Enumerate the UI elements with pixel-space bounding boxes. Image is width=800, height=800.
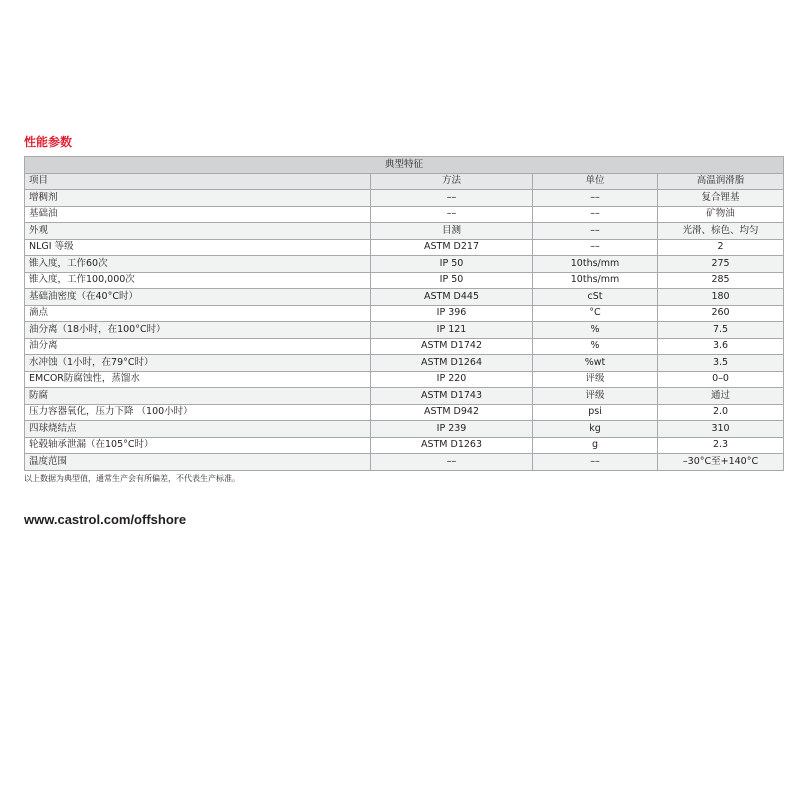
cell-value: 275 — [658, 256, 784, 273]
table-row — [25, 371, 784, 388]
cell-item: 锥入度，工作60次 — [25, 256, 371, 273]
table-row — [25, 322, 784, 339]
cell-item: NLGI 等级 — [25, 239, 371, 256]
cell-item: 水冲蚀（1小时，在79°C时） — [25, 355, 371, 372]
cell-item: 锥入度，工作100,000次 — [25, 272, 371, 289]
cell-item: 滴点 — [25, 305, 371, 322]
cell-value: 2 — [658, 239, 784, 256]
cell-unit: –– — [533, 223, 658, 240]
table-row — [25, 454, 784, 471]
table-row — [25, 404, 784, 421]
cell-unit: °C — [533, 305, 658, 322]
cell-method: ASTM D1743 — [371, 388, 533, 405]
cell-item: EMCOR防腐蚀性，蒸馏水 — [25, 371, 371, 388]
cell-value: 3.5 — [658, 355, 784, 372]
cell-unit: %wt — [533, 355, 658, 372]
cell-unit: –– — [533, 239, 658, 256]
cell-item: 压力容器氧化，压力下降 （100小时） — [25, 404, 371, 421]
cell-method: –– — [371, 206, 533, 223]
column-header-value: 高温润滑脂 — [658, 173, 784, 190]
table-row — [25, 289, 784, 306]
cell-method: IP 239 — [371, 421, 533, 438]
cell-method: ASTM D217 — [371, 239, 533, 256]
cell-item: 防腐 — [25, 388, 371, 405]
table-row — [25, 190, 784, 207]
cell-unit: –– — [533, 206, 658, 223]
cell-method: 目测 — [371, 223, 533, 240]
cell-unit: 10ths/mm — [533, 272, 658, 289]
cell-unit: g — [533, 437, 658, 454]
cell-unit: cSt — [533, 289, 658, 306]
column-header-unit: 单位 — [533, 173, 658, 190]
table-row — [25, 256, 784, 273]
table-row — [25, 239, 784, 256]
cell-value: 2.0 — [658, 404, 784, 421]
cell-item: 温度范围 — [25, 454, 371, 471]
cell-method: ASTM D1742 — [371, 338, 533, 355]
cell-value: 复合锂基 — [658, 190, 784, 207]
table-group-header: 典型特征 — [25, 157, 784, 174]
cell-method: ASTM D1263 — [371, 437, 533, 454]
cell-unit: kg — [533, 421, 658, 438]
cell-unit: psi — [533, 404, 658, 421]
cell-method: –– — [371, 454, 533, 471]
cell-value: 矿物油 — [658, 206, 784, 223]
cell-item: 四球烧结点 — [25, 421, 371, 438]
table-group-header-row — [25, 157, 784, 174]
cell-value: 光滑、棕色、均匀 — [658, 223, 784, 240]
table-row — [25, 355, 784, 372]
table-row — [25, 305, 784, 322]
cell-unit: % — [533, 322, 658, 339]
cell-value: 285 — [658, 272, 784, 289]
cell-item: 轮毂轴承泄漏（在105°C时） — [25, 437, 371, 454]
cell-item: 增稠剂 — [25, 190, 371, 207]
spec-table — [24, 156, 784, 471]
cell-value: 180 — [658, 289, 784, 306]
column-header-method: 方法 — [371, 173, 533, 190]
cell-method: IP 121 — [371, 322, 533, 339]
cell-method: IP 220 — [371, 371, 533, 388]
cell-value: 0–0 — [658, 371, 784, 388]
cell-unit: 评级 — [533, 371, 658, 388]
table-row — [25, 223, 784, 240]
cell-method: IP 50 — [371, 272, 533, 289]
cell-method: ASTM D942 — [371, 404, 533, 421]
cell-method: –– — [371, 190, 533, 207]
table-row — [25, 388, 784, 405]
table-row — [25, 206, 784, 223]
cell-value: 2.3 — [658, 437, 784, 454]
cell-value: 3.6 — [658, 338, 784, 355]
table-column-header-row — [25, 173, 784, 190]
cell-unit: % — [533, 338, 658, 355]
cell-item: 基础油密度（在40°C时） — [25, 289, 371, 306]
table-row — [25, 338, 784, 355]
table-row — [25, 437, 784, 454]
cell-item: 外观 — [25, 223, 371, 240]
cell-unit: 10ths/mm — [533, 256, 658, 273]
cell-method: IP 396 — [371, 305, 533, 322]
website-url[interactable]: www.castrol.com/offshore — [24, 512, 187, 527]
cell-item: 油分离 — [25, 338, 371, 355]
cell-unit: –– — [533, 454, 658, 471]
cell-value: 260 — [658, 305, 784, 322]
cell-value: 310 — [658, 421, 784, 438]
cell-method: IP 50 — [371, 256, 533, 273]
cell-unit: –– — [533, 190, 658, 207]
cell-item: 油分离（18小时，在100°C时） — [25, 322, 371, 339]
cell-value: 7.5 — [658, 322, 784, 339]
section-title: 性能参数 — [24, 135, 73, 149]
table-row — [25, 272, 784, 289]
table-row — [25, 421, 784, 438]
cell-unit: 评级 — [533, 388, 658, 405]
cell-method: ASTM D445 — [371, 289, 533, 306]
cell-value: 通过 — [658, 388, 784, 405]
cell-item: 基础油 — [25, 206, 371, 223]
column-header-item: 项目 — [25, 173, 371, 190]
cell-value: –30°C至+140°C — [658, 454, 784, 471]
footnote: 以上数据为典型值，通常生产会有所偏差，不代表生产标准。 — [24, 474, 240, 483]
table-body — [25, 190, 784, 471]
cell-method: ASTM D1264 — [371, 355, 533, 372]
